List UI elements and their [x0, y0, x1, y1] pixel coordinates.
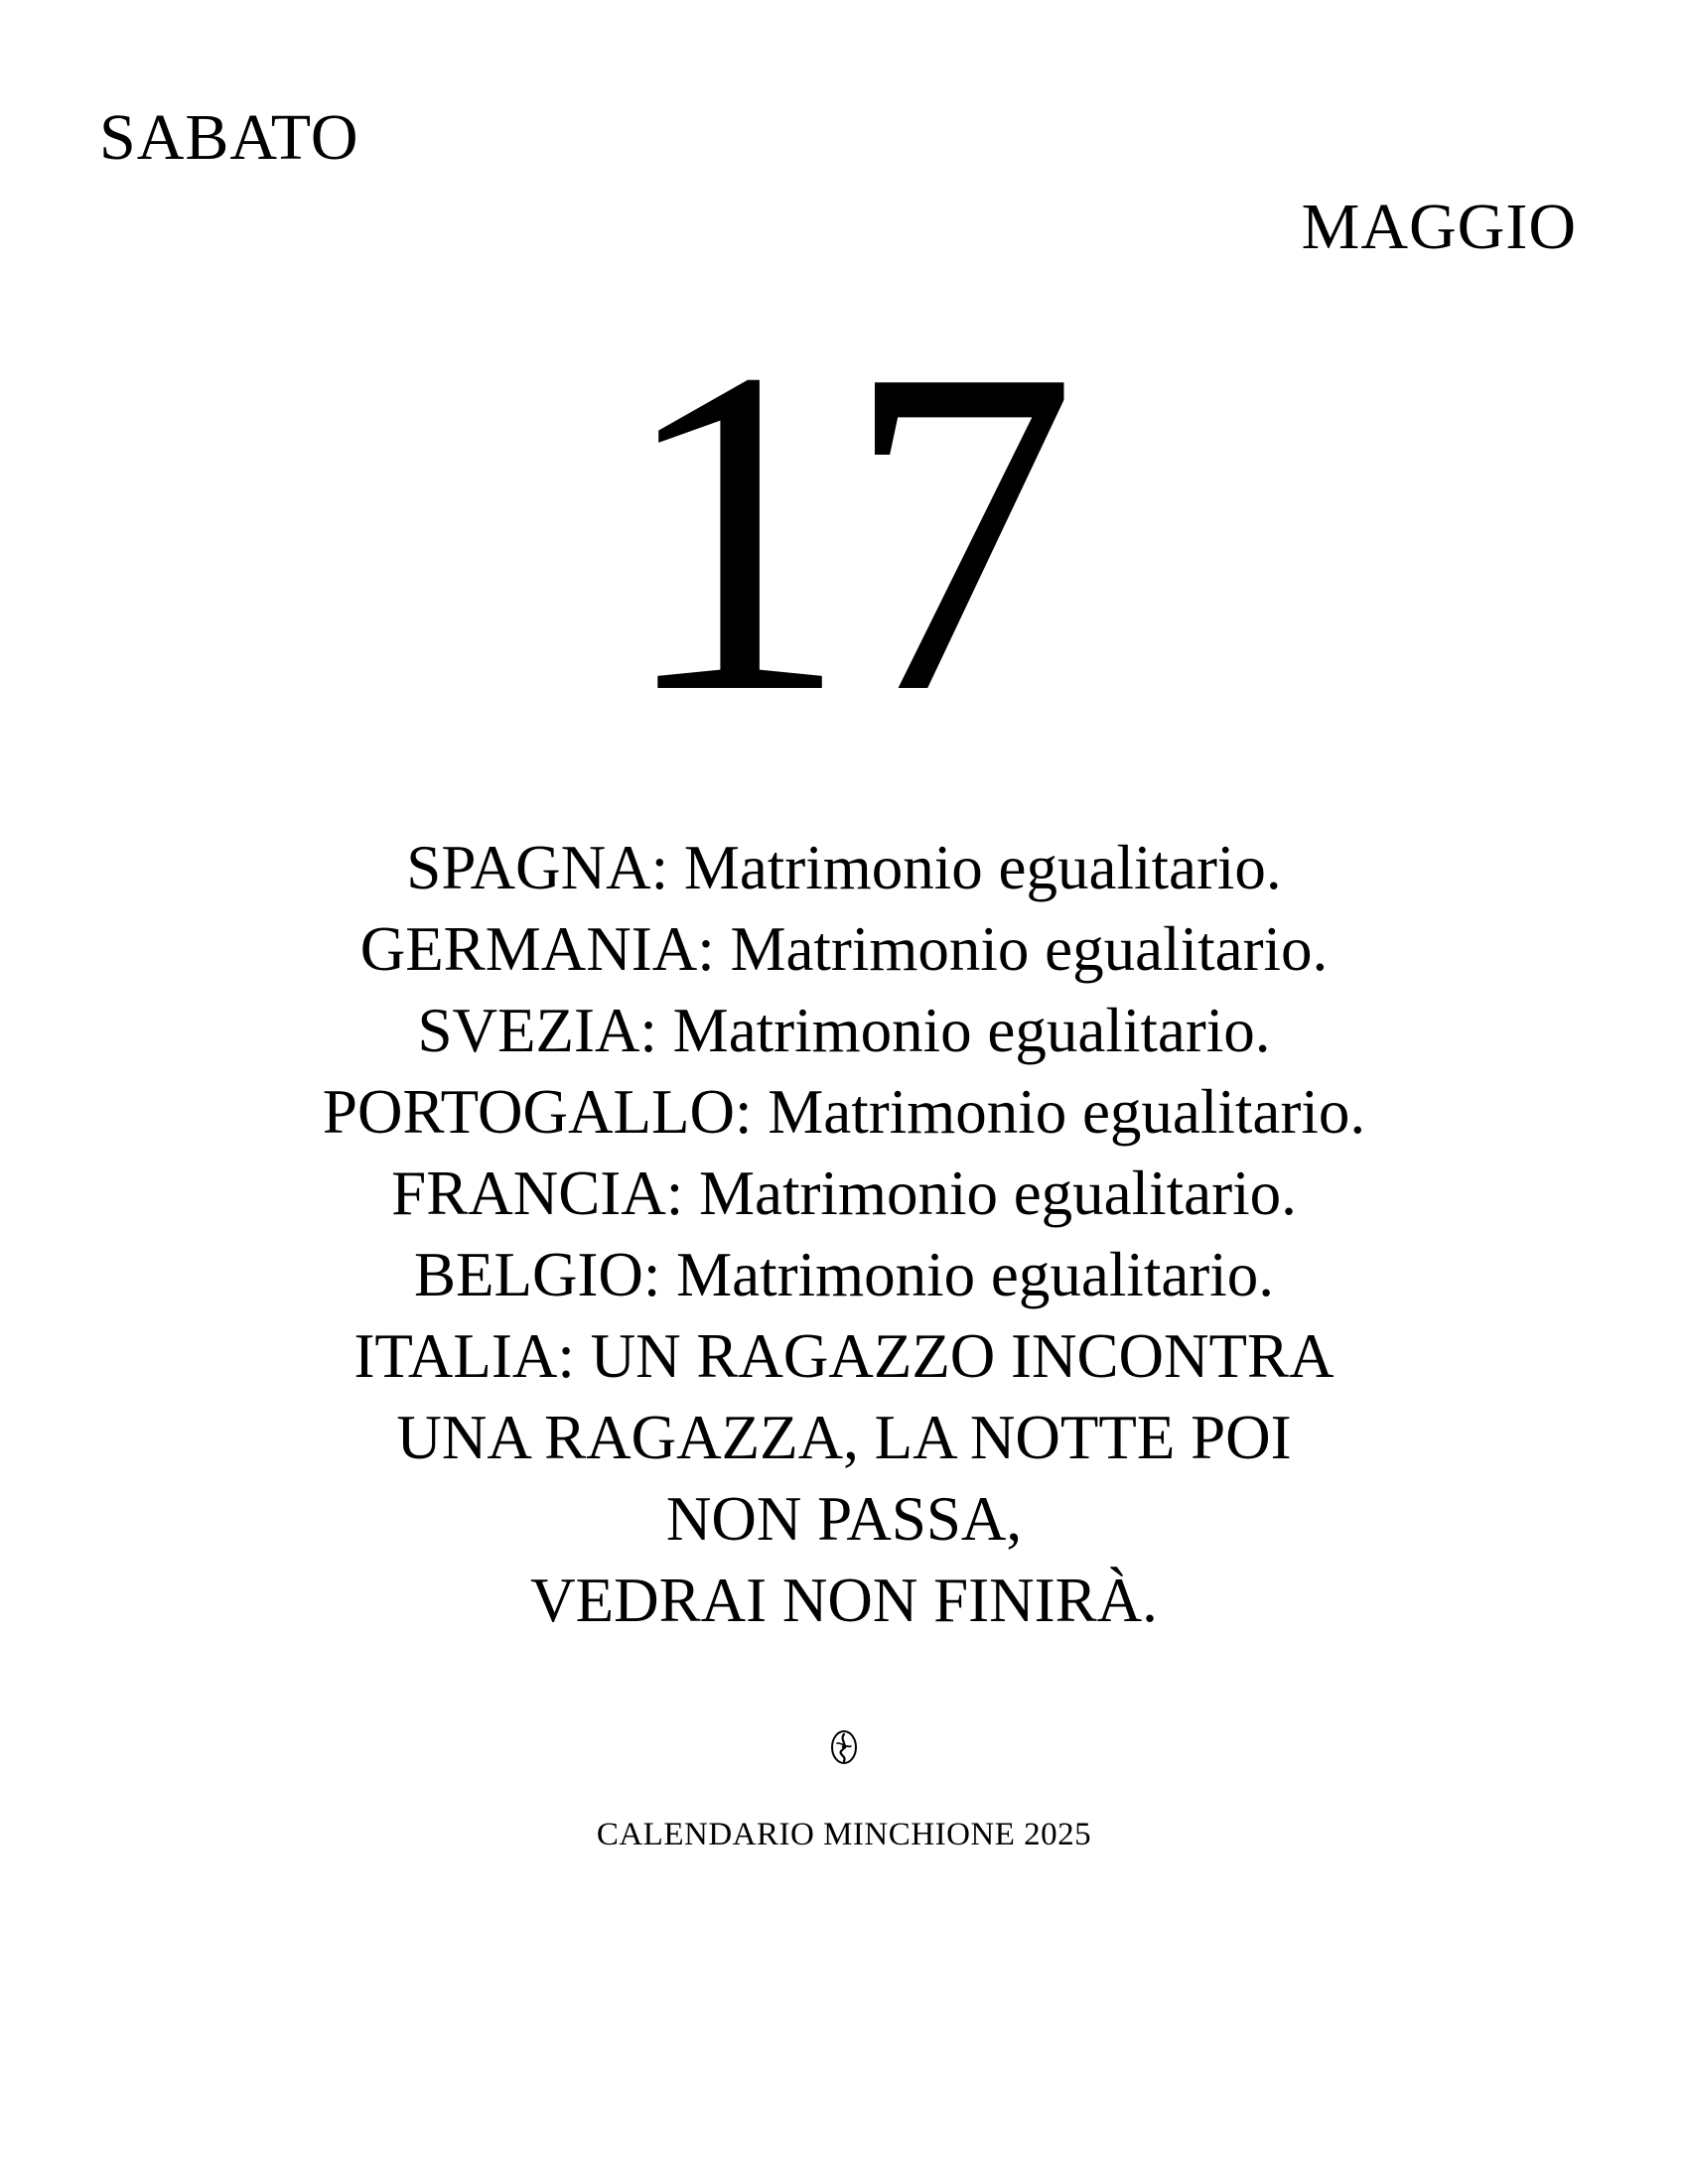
- entries-list: [0, 827, 1688, 1641]
- entry-line: NON PASSA,: [665, 1484, 1023, 1554]
- entry-line: PORTOGALLO: Matrimonio egualitario.: [322, 1077, 1366, 1147]
- entry-line: SVEZIA: Matrimonio egualitario.: [417, 996, 1271, 1065]
- entry-line: GERMANIA: Matrimonio egualitario.: [359, 914, 1329, 984]
- weekday-label: SABATO: [99, 101, 359, 174]
- entry-line: SPAGNA: Matrimonio egualitario.: [406, 833, 1282, 902]
- entry-line: UNA RAGAZZA, LA NOTTE POI: [396, 1403, 1292, 1472]
- entry-line: BELGIO: Matrimonio egualitario.: [413, 1240, 1275, 1309]
- entry-line: VEDRAI NON FINIRÀ.: [530, 1566, 1158, 1635]
- calendar-footer: CALENDARIO MINCHIONE 2025: [596, 1817, 1092, 1852]
- entry-line: ITALIA: UN RAGAZZO INCONTRA: [353, 1321, 1335, 1391]
- entry-line: FRANCIA: Matrimonio egualitario.: [391, 1159, 1297, 1228]
- month-label: MAGGIO: [1301, 191, 1577, 263]
- day-number: 17: [617, 272, 1071, 789]
- floral-emblem-icon: [827, 1726, 861, 1768]
